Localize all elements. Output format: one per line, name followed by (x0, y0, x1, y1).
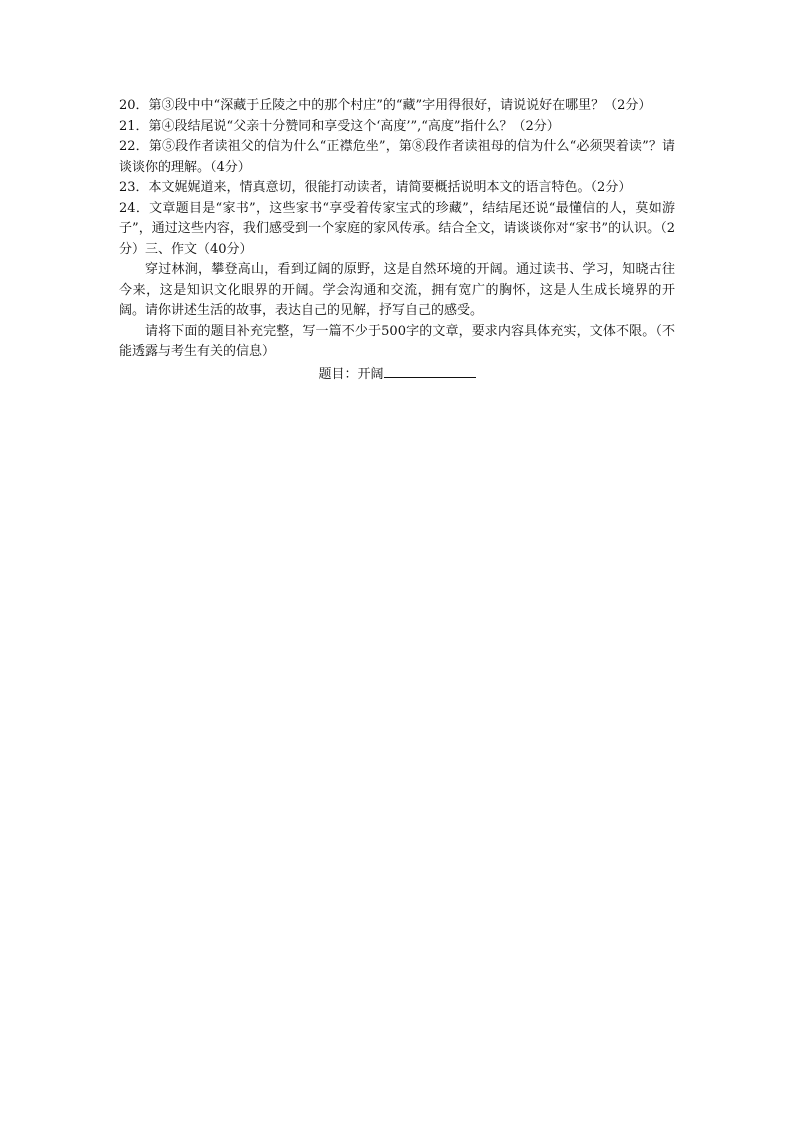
question-23: 23．本文娓娓道来，情真意切，很能打动读者，请简要概括说明本文的语言特色。（2分） (119, 180, 632, 195)
question-21: 21．第④段结尾说“父亲十分赞同和享受这个‘高度’”,“高度”指什么？（2分） (119, 118, 560, 134)
exam-page (119, 96, 675, 385)
question-20: 20．第③段中中“深藏于丘陵之中的那个村庄”的“藏”字用得很好，请说说好在哪里？（2分） (119, 98, 652, 113)
essay-title-label: 题目：开阔 (318, 366, 384, 382)
essay-instruction-paragraph: 请将下面的题目补充完整，写一篇不少于500字的文章，要求内容具体充实，文体不限。（不能透露与考生有关的信息） (119, 323, 675, 359)
question-22: 22．第⑤段作者读祖父的信为什么“正襟危坐”，第⑧段作者读祖母的信为什么“必须哭着读”？请谈谈你的理解。（4分） (119, 139, 675, 175)
essay-title-line (119, 363, 675, 386)
title-blank (384, 363, 476, 378)
question-24: 24．文章题目是“家书”，这些家书“享受着传家宝式的珍藏”，结结尾还说“最懂信的人，莫如游子”，通过这些内容，我们感受到一个家庭的家风传承。结合全文，请谈谈你对“家书”的认识。（2分）三、作文（40分） (119, 200, 675, 257)
essay-prompt-paragraph: 穿过林涧，攀登高山，看到辽阔的原野，这是自然环境的开阔。通过读书、学习，知晓古往今来，这是知识文化眼界的开阔。学会沟通和交流，拥有宽广的胸怀，这是人生成长境界的开阔。请你讲述生活的故事，表达自己的见解，抒写自己的感受。 (119, 262, 675, 318)
